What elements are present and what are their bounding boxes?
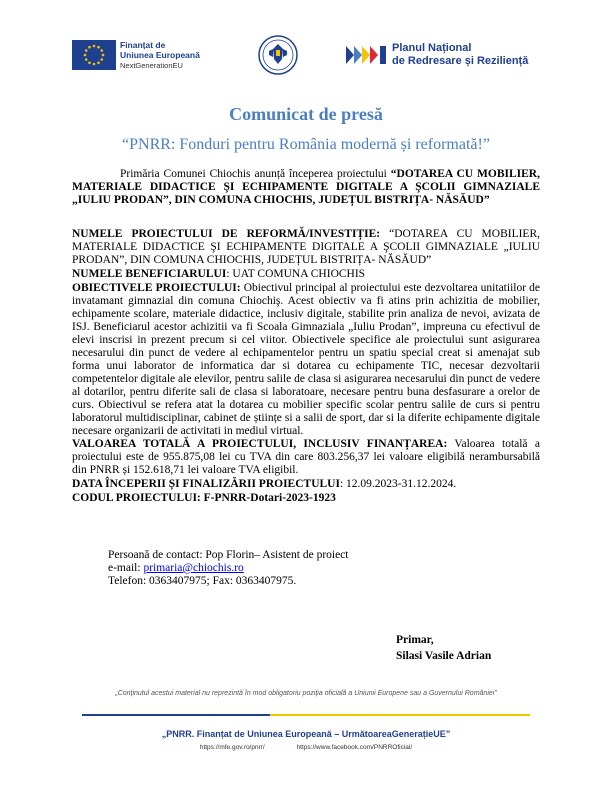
objective-paragraph	[72, 282, 540, 438]
page-title: Comunicat de presă	[229, 104, 383, 124]
intro-paragraph	[72, 168, 540, 207]
beneficiary-paragraph	[72, 268, 540, 281]
signature-block	[396, 632, 491, 664]
eu-funding-logo-text	[120, 40, 200, 71]
footer-tagline: „PNRR. Finanțat de Uniunea Europeană – UrmătoareaGenerațieUE”	[161, 729, 451, 739]
eu-line-2: Uniunea Europeană	[120, 50, 200, 60]
pnrr-logo-text	[392, 42, 528, 68]
intro-project-title: “DOTAREA CU MOBILIER, MATERIALE DIDACTICE ŞI ECHIPAMENTE DIGITALE A ŞCOLII GIMNAZIALE „IULIU PRODAN”, DIN COMUNA CHIOCHIS, JUDEȚUL BISTRIȚA- NĂSĂUD”	[72, 168, 540, 206]
footer-divider	[82, 714, 530, 716]
email-link[interactable]: primaria@chiochis.ro	[143, 562, 244, 574]
code-label: CODUL PROIECTULUI:	[72, 492, 201, 504]
footer-link-mfe[interactable]: https://mfe.gov.ro/pnrr/	[199, 744, 265, 751]
objective-label: OBIECTIVELE PROIECTULUI:	[72, 282, 241, 294]
signature-role: Primar,	[396, 634, 434, 646]
intro-text: Primăria Comunei Chiochis anunță începerea proiectului	[120, 168, 391, 180]
contact-person: Persoană de contact: Pop Florin– Asistent de proiect	[108, 549, 349, 561]
code-value: F-PNRR-Dotari-2023-1923	[200, 492, 336, 504]
contact-block	[108, 549, 349, 588]
footer-disclaimer: „Conținutul acestui material nu reprezintă în mod obligatoriu poziția oficială a Uniunii Europene sau a Guvernului României”	[115, 690, 497, 697]
pnrr-line-2: de Redresare și Reziliență	[392, 55, 529, 67]
code-paragraph	[72, 492, 540, 505]
page-subtitle: “PNRR: Fonduri pentru România modernă și reformată!”	[122, 136, 490, 153]
contact-phone: Telefon: 0363407975; Fax: 0363407975.	[108, 575, 297, 587]
project-name-label: NUMELE PROIECTULUI DE REFORMĂ/INVESTIȚIE:	[72, 228, 381, 240]
eu-line-1: Finanțat de	[120, 40, 166, 50]
eu-flag-icon	[72, 40, 116, 70]
government-seal-icon	[258, 35, 298, 75]
contact-email-line	[108, 562, 349, 575]
project-name-paragraph	[72, 228, 540, 267]
pnrr-line-1: Planul Național	[392, 42, 472, 54]
footer-link-facebook[interactable]: https://www.facebook.com/PNRROficial/	[296, 744, 413, 751]
pnrr-logo-icon	[346, 42, 388, 68]
email-label: e-mail:	[108, 562, 144, 574]
dates-value: : 12.09.2023-31.12.2024.	[339, 478, 457, 490]
value-paragraph	[72, 438, 540, 477]
project-name-value: “DOTAREA CU MOBILIER, MATERIALE DIDACTICE ŞI ECHIPAMENTE DIGITALE A ŞCOLII GIMNAZIALE „IULIU PRODAN”, DIN COMUNA CHIOCHIS, JUDEȚUL BISTRIȚA- NĂSĂUD”	[72, 228, 541, 266]
value-value: Valoarea totală a proiectului este de 955.875,08 lei cu TVA din care 803.256,37 lei valoare eligibilă nerambursabilă din PNRR și 152.618,71 lei valoare TVA eligibil.	[72, 438, 540, 476]
footer-links	[0, 744, 612, 751]
eu-line-3: NextGenerationEU	[120, 61, 183, 70]
beneficiary-value: : UAT COMUNA CHIOCHIS	[226, 268, 366, 280]
value-label: VALOAREA TOTALĂ A PROIECTULUI, INCLUSIV FINANȚAREA:	[72, 438, 448, 450]
objective-value: Obiectivul principal al proiectului este dezvoltarea unitatiilor de invatamant gimnazial din comuna Chiochiş. Acest obiectiv va fi atins prin achizitia de mobilier, echipamente scolare, materiale didactice, inclusiv digitale, stabilite prin analiza de nevoi, avizata de ISJ. Beneficiarul acestor achizitii va fi Scoala Gimnaziala „Iuliu Prodan”, impreuna cu efectivul de elevi inscrisi in prezent precum si cel viitor. Obiectivele specifice ale proiectului sunt asigurarea necesarului din punct de vedere al echipamentelor pentru un spatiu special creat si amenajat sub forma unui laborator de informatica dar si dotarea cu echipamente TIC, necesar dezvoltarii competentelor digitale ale elevilor, pentru salile de clasa si asigurarea necesarului din punct de vedere al dotarilor, pentru diferite sali de clasa si laboratoare, necesare pentru buna desfasurare a orelor de curs. Obiectivul se refera atat la dotarea cu mobilier specific scolar pentru salile de curs si pentru laboratorul multidisciplinar, cabinet de științe si a salii de sport, dar si la diferite echipamente digitale necesare organizarii de activitati in mediul virtual.	[72, 282, 540, 437]
beneficiary-label: NUMELE BENEFICIARULUI	[72, 268, 227, 280]
dates-label: DATA ÎNCEPERII ȘI FINALIZĂRII PROIECTULUI	[72, 478, 340, 490]
dates-paragraph	[72, 478, 540, 491]
signature-name: Silasi Vasile Adrian	[396, 650, 492, 662]
